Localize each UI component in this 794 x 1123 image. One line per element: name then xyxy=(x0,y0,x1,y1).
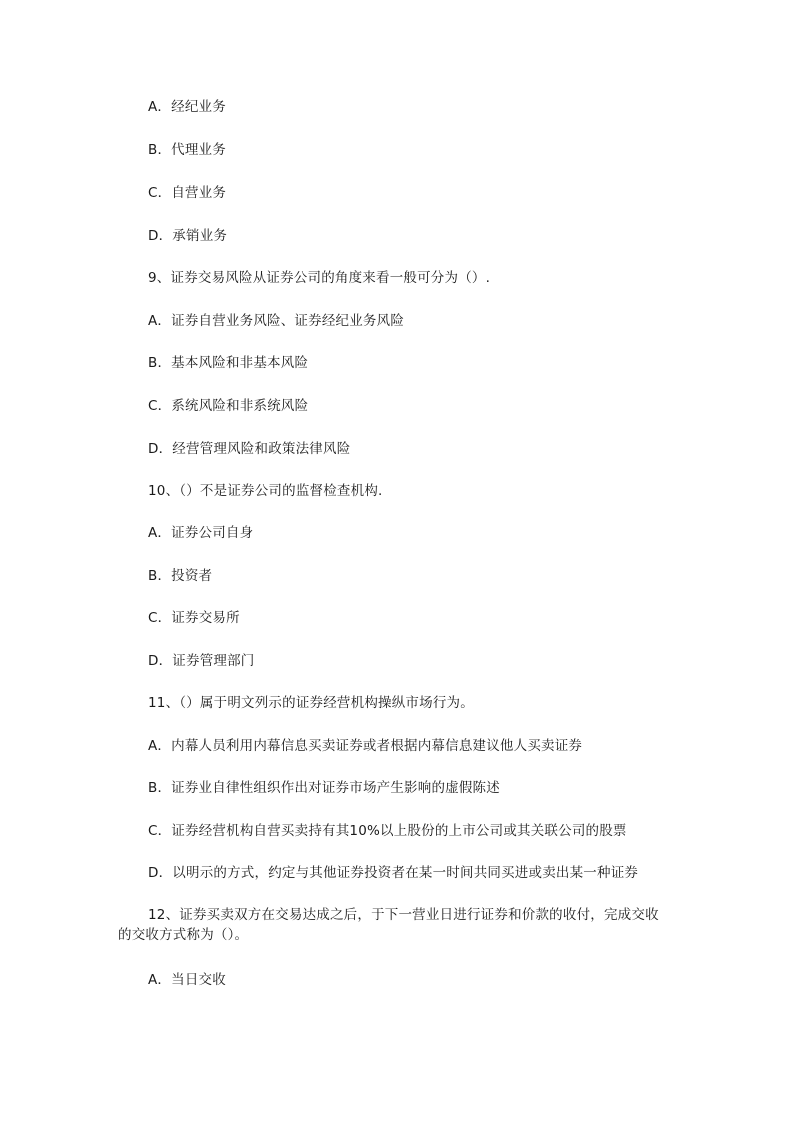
option-c-q10: C．证券交易所 xyxy=(148,610,240,626)
option-d-q11: D．以明示的方式，约定与其他证券投资者在某一时间共同买进或卖出某一种证券 xyxy=(148,865,639,881)
question-12-line-1: 12、证券买卖双方在交易达成之后，于下一营业日进行证券和价款的收付，完成交收 xyxy=(148,907,659,923)
option-a-q10: A．证券公司自身 xyxy=(148,525,254,541)
option-b-q10: B．投资者 xyxy=(148,568,213,584)
question-11: 11、（）属于明文列示的证券经营机构操纵市场行为。 xyxy=(148,695,474,711)
option-a-q12: A．当日交收 xyxy=(148,972,226,988)
option-d-q9: D．经营管理风险和政策法律风险 xyxy=(148,441,351,457)
option-b-q9: B．基本风险和非基本风险 xyxy=(148,355,309,371)
question-10: 10、（）不是证券公司的监督检查机构. xyxy=(148,483,383,499)
question-12-line-2: 的交收方式称为（）。 xyxy=(118,927,249,943)
option-d-q8: D．承销业务 xyxy=(148,228,228,244)
option-c-q9: C．系统风险和非系统风险 xyxy=(148,398,309,414)
option-b-q11: B．证券业自律性组织作出对证券市场产生影响的虚假陈述 xyxy=(148,780,500,796)
option-c-q8: C．自营业务 xyxy=(148,185,227,201)
option-d-q10: D．证券管理部门 xyxy=(148,653,255,669)
question-12 xyxy=(118,905,678,945)
option-a-q9: A．证券自营业务风险、证券经纪业务风险 xyxy=(148,313,405,329)
option-b-q8: B．代理业务 xyxy=(148,142,226,158)
option-c-q11: C．证券经营机构自营买卖持有其10%以上股份的上市公司或其关联公司的股票 xyxy=(148,823,627,839)
question-9: 9、证券交易风险从证券公司的角度来看一般可分为（）. xyxy=(148,270,491,286)
option-a-q8: A．经纪业务 xyxy=(148,99,226,115)
option-a-q11: A．内幕人员利用内幕信息买卖证券或者根据内幕信息建议他人买卖证券 xyxy=(148,738,583,754)
